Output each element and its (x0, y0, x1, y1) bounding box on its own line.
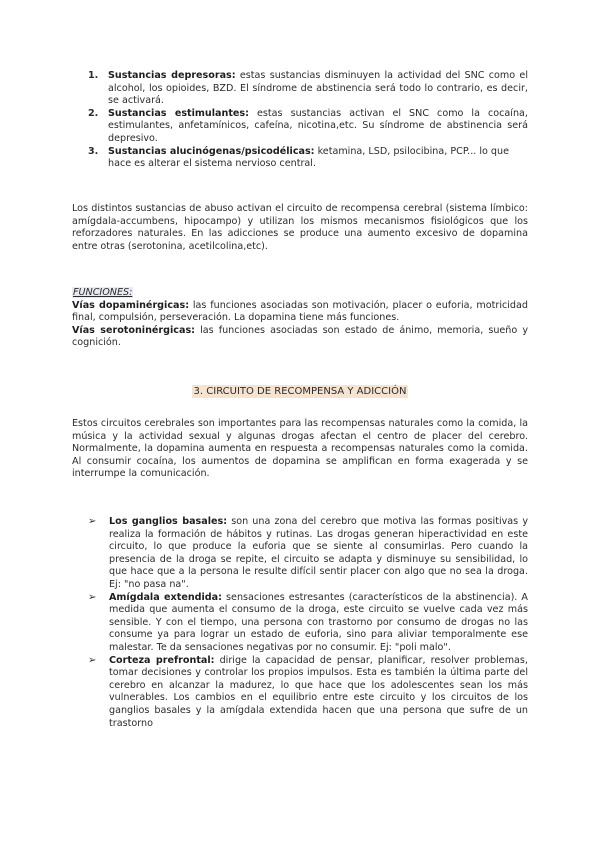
reward-circuit-paragraph: Los distintos sustancias de abuso activan el circuito de recompensa cerebral (sistema límbico: amígdala-accumbens, hipocampo) y utilizan los mismos mecanismos fisiológicos que los reforzadores naturales. En las adicciones se produce una aumento excesivo de dopamina entre otras (serotonina, acetilcolina,etc). (72, 203, 528, 252)
list-item (88, 70, 528, 108)
circuit-intro-paragraph: Estos circuitos cerebrales son importantes para las recompensas naturales como la comida, la música y la actividad sexual y algunas drogas afectan el centro de placer del cerebro. Normalmente, la dopamina aumenta en respuesta a recompensas naturales como la comida. Al consumir cocaína, los aumentos de dopamina se amplifican en forma exagerada y se interrumpe la comunicación. (72, 418, 528, 480)
section-title: 3. CIRCUITO DE RECOMPENSA Y ADICCIÓN (193, 386, 407, 397)
list-item-text: son una zona del cerebro que motiva las formas positivas y realiza la formación de hábitos y rutinas. Las drogas generan hiperactividad en este circuito, lo que produce la euforia que se siente al consumirlas. Pero cuando la presencia de la droga se repite, el circuito se adapta y disminuye su sensibilidad, lo que hace que a la persona le resulte difícil sentir placer con algo que no sea la droga. Ej: "no pasa na". (109, 516, 528, 590)
dopamine-pathways (72, 300, 528, 325)
arrow-bullet-icon: ➢ (88, 516, 97, 527)
list-number: 2. (88, 107, 99, 119)
section-heading (0, 386, 600, 399)
list-item (88, 592, 528, 655)
functions-heading: FUNCIONES: (73, 287, 133, 298)
brain-region-list (88, 516, 528, 730)
arrow-bullet-icon: ➢ (88, 591, 97, 603)
list-item-text: dirige la capacidad de pensar, planificar, resolver problemas, tomar decisiones y controlar los propios impulsos. Esta es también la última parte del cerebro en alcanzar la madurez, lo que hace que los adolescentes sean los más vulnerables. Los cambios en el equilibrio entre este circuito y los circuitos de los ganglios basales y la amígdala extendida hacen que una persona que sufre de un trastorno (109, 654, 528, 729)
list-item-text: estas sustancias activan el SNC como la cocaína, estimulantes, anfetamínicos, cafeína, nicotina,etc. Su síndrome de abstinencia será depresivo. (108, 107, 528, 144)
serotonin-term: Vías serotoninérgicas: (72, 324, 196, 336)
serotonin-text: las funciones asociadas son estado de ánimo, memoria, sueño y cognición. (72, 324, 529, 349)
list-item-term: Sustancias alucinógenas/psicodélicas: (108, 145, 315, 157)
list-item-text: estas sustancias disminuyen la actividad del SNC como el alcohol, los opioides, BZD. El síndrome de abstinencia será todo lo contrario, es decir, se activará. (108, 70, 528, 107)
list-item (88, 516, 528, 592)
list-item-term: Sustancias estimulantes: (108, 107, 249, 119)
dopamine-text: las funciones asociadas son motivación, placer o euforia, motricidad final, compulsión, perseveración. La dopamina tiene más funciones. (72, 299, 528, 324)
list-item-text: ketamina, LSD, psilocibina, PCP... lo que hace es alterar el sistema nervioso central. (108, 145, 510, 170)
arrow-bullet-icon: ➢ (88, 654, 97, 666)
list-item-term: Corteza prefrontal: (109, 654, 215, 666)
serotonin-pathways (72, 325, 528, 350)
list-number: 3. (88, 145, 99, 157)
list-item (88, 108, 528, 146)
list-item (88, 146, 528, 171)
dopamine-term: Vías dopaminérgicas: (72, 299, 190, 311)
list-item-term: Amígdala extendida: (109, 591, 222, 603)
list-item-text: sensaciones estresantes (característicos de la abstinencia). A medida que aumenta el consumo de la droga, este circuito se vuelve cada vez más sensible. Y con el tiempo, una persona con trastorno por consumo de drogas no las consume ya para lograr un estado de euforia, sino para aliviar temporalmente ese malestar. Te da sensaciones negativas por no consumir. Ej: "poli malo". (109, 591, 528, 653)
list-item (88, 655, 528, 731)
substance-type-list (88, 70, 528, 171)
list-number: 1. (88, 70, 99, 81)
functions-section (72, 287, 528, 350)
list-item-term: Sustancias depresoras: (108, 70, 236, 81)
list-item-term: Los ganglios basales: (109, 516, 228, 527)
